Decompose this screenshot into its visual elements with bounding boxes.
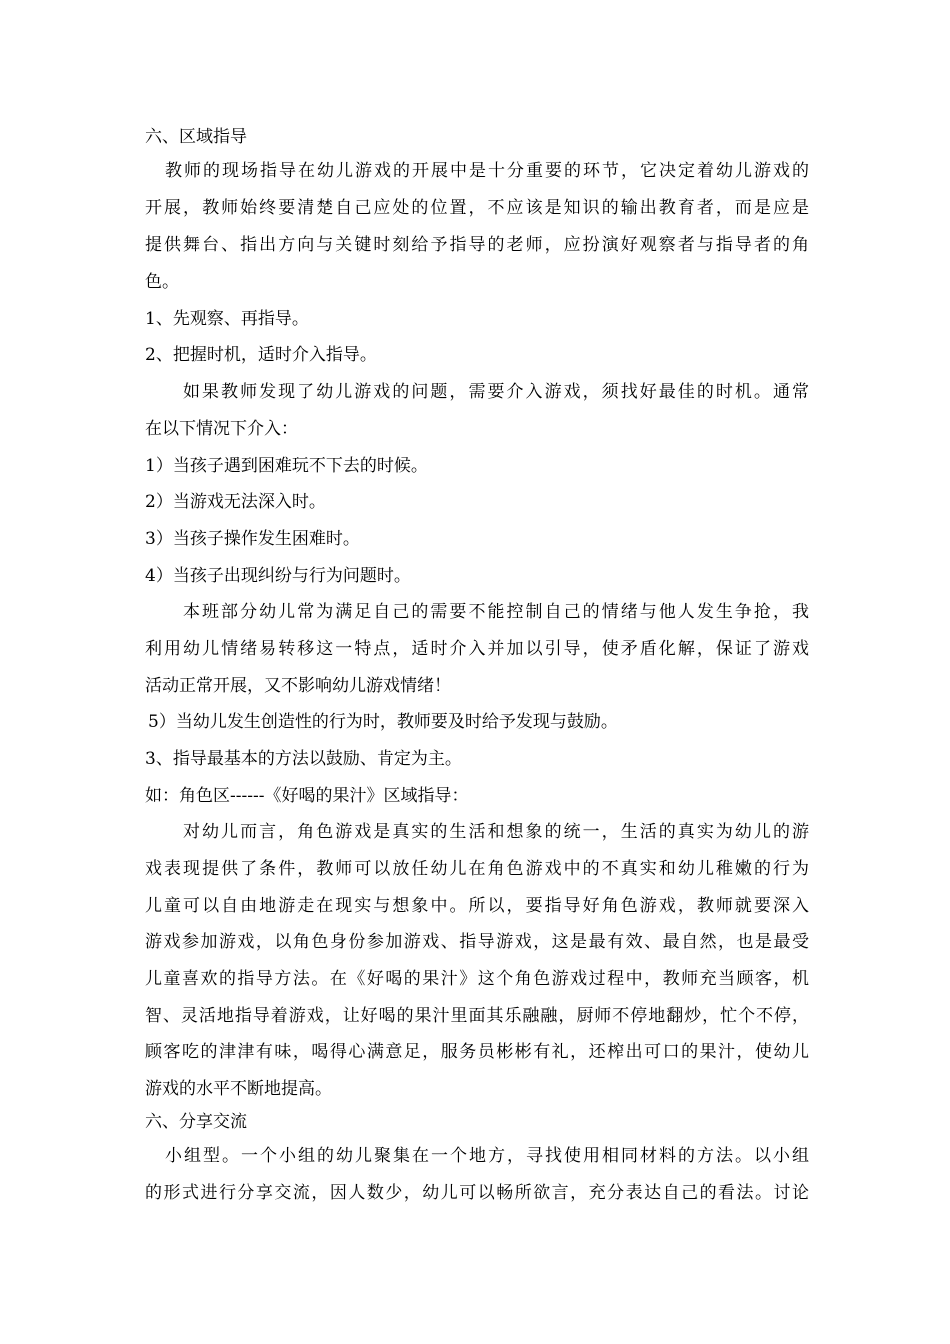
list-item: 1、先观察、再指导。 [145, 309, 309, 329]
paragraph-line: 儿童喜欢的指导方法。在《好喝的果汁》这个角色游戏过程中，教师充当顾客，机 [145, 969, 809, 989]
paragraph-line: 色。 [145, 272, 179, 292]
section-heading-area-guidance: 六、区域指导 [145, 127, 247, 147]
list-item: 5）当幼儿发生创造性的行为时，教师要及时给予发现与鼓励。 [148, 712, 618, 732]
paragraph-line: 利用幼儿情绪易转移这一特点，适时介入并加以引导，使矛盾化解，保证了游戏 [145, 639, 809, 659]
paragraph-line: 儿童可以自由地游走在现实与想象中。所以，要指导好角色游戏，教师就要深入 [145, 896, 809, 916]
paragraph-line: 游戏参加游戏，以角色身份参加游戏、指导游戏，这是最有效、最自然，也是最受 [145, 932, 809, 952]
list-item: 4）当孩子出现纠纷与行为问题时。 [145, 566, 411, 586]
paragraph-line: 开展，教师始终要清楚自己应处的位置，不应该是知识的输出教育者，而是应是 [145, 198, 809, 218]
paragraph-line: 在以下情况下介入： [145, 419, 298, 439]
list-item: 3、指导最基本的方法以鼓励、肯定为主。 [145, 749, 462, 769]
paragraph-line: 游戏的水平不断地提高。 [145, 1079, 332, 1099]
list-item: 1）当孩子遇到困难玩不下去的时候。 [145, 456, 428, 476]
paragraph-line: 戏表现提供了条件，教师可以放任幼儿在角色游戏中的不真实和幼儿稚嫩的行为 [145, 859, 809, 879]
paragraph-line: 提供舞台、指出方向与关键时刻给予指导的老师，应扮演好观察者与指导者的角 [145, 235, 809, 255]
paragraph-line: 活动正常开展，又不影响幼儿游戏情绪！ [145, 676, 451, 696]
list-item: 2、把握时机，适时介入指导。 [145, 345, 377, 365]
section-heading-sharing: 六、分享交流 [145, 1112, 247, 1132]
paragraph-line: 如果教师发现了幼儿游戏的问题，需要介入游戏，须找好最佳的时机。通常 [183, 382, 809, 402]
paragraph-line: 的形式进行分享交流，因人数少，幼儿可以畅所欲言，充分表达自己的看法。讨论 [145, 1183, 809, 1203]
paragraph-line: 如：角色区------《好喝的果汁》区域指导： [145, 786, 469, 806]
paragraph-line: 顾客吃的津津有味，喝得心满意足，服务员彬彬有礼，还榨出可口的果汁，使幼儿 [145, 1042, 809, 1062]
paragraph-line: 本班部分幼儿常为满足自己的需要不能控制自己的情绪与他人发生争抢，我 [183, 602, 809, 622]
paragraph-line: 教师的现场指导在幼儿游戏的开展中是十分重要的环节，它决定着幼儿游戏的 [165, 161, 809, 181]
paragraph-line: 对幼儿而言，角色游戏是真实的生活和想象的统一，生活的真实为幼儿的游 [183, 822, 809, 842]
paragraph-line: 小组型。一个小组的幼儿聚集在一个地方，寻找使用相同材料的方法。以小组 [165, 1146, 809, 1166]
list-item: 2）当游戏无法深入时。 [145, 492, 326, 512]
paragraph-line: 智、灵活地指导着游戏，让好喝的果汁里面其乐融融，厨师不停地翻炒，忙个不停， [145, 1006, 809, 1026]
list-item: 3）当孩子操作发生困难时。 [145, 529, 360, 549]
